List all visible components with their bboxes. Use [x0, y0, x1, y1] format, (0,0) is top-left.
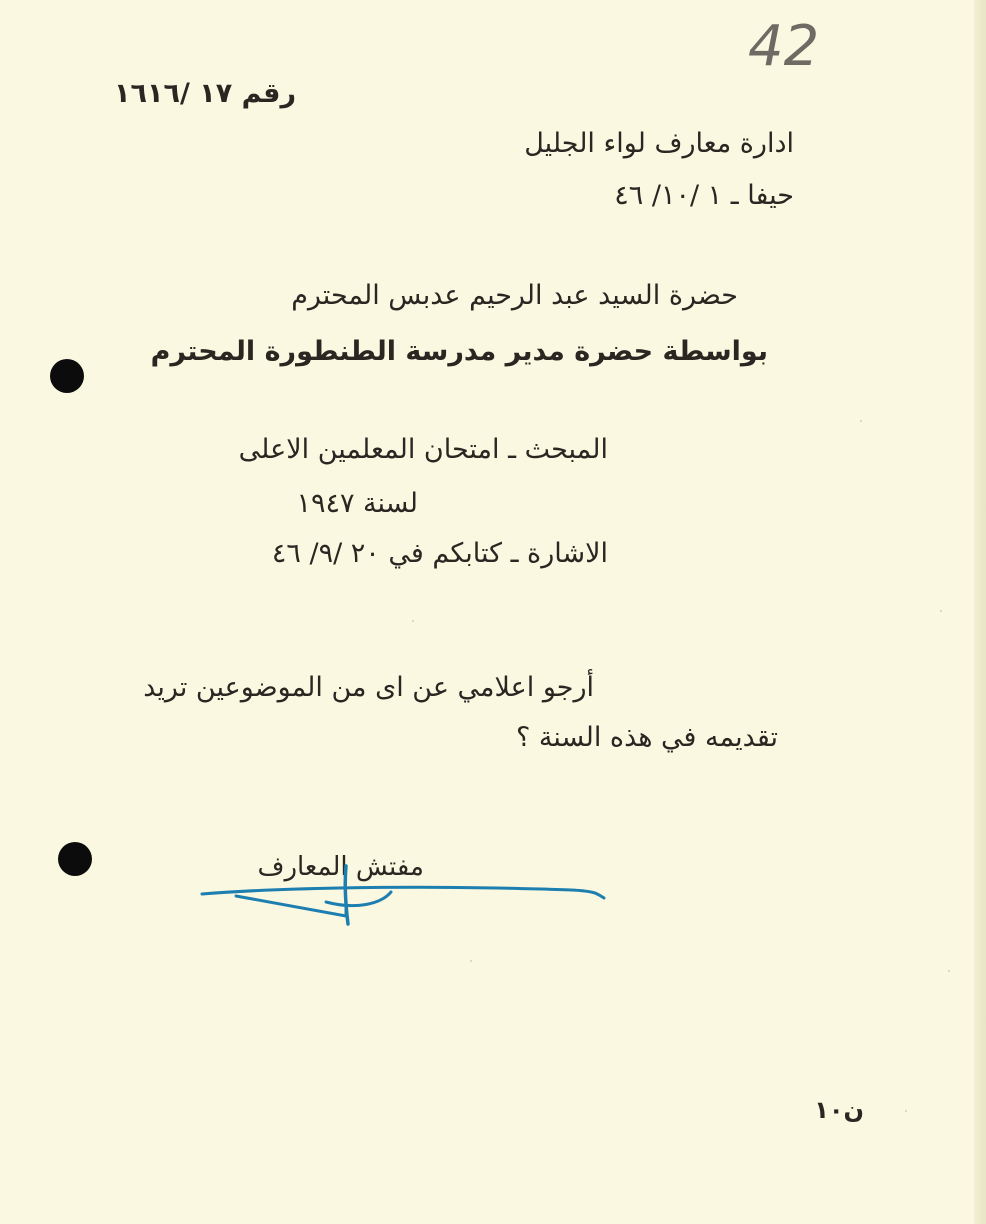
paper-speck — [948, 970, 950, 972]
punch-hole-bottom — [58, 842, 92, 876]
paper-speck — [860, 420, 862, 422]
handwritten-signature — [196, 858, 616, 938]
page-number: 42 — [748, 14, 820, 79]
subject-line: المبحث ـ امتحان المعلمين الاعلى — [238, 434, 608, 465]
punch-hole-top — [50, 359, 84, 393]
paper-speck — [470, 960, 472, 962]
place-date: حيفا ـ ١ /١٠/ ٤٦ — [614, 180, 794, 211]
page-edge — [974, 0, 986, 1224]
year-line: لسنة ١٩٤٧ — [296, 488, 418, 519]
signature-title: مفتش المعارف — [257, 852, 424, 882]
paper-speck — [905, 1110, 907, 1112]
paper-speck — [412, 620, 414, 622]
body-line-1: أرجو اعلامي عن اى من الموضوعين تريد — [143, 672, 594, 703]
reference-number: رقم ١٧ /١٦١٦ — [114, 78, 296, 109]
department-name: ادارة معارف لواء الجليل — [524, 128, 794, 159]
reference-line: الاشارة ـ كتابكم في ٢٠ /٩/ ٤٦ — [271, 538, 608, 569]
paper-speck — [940, 610, 942, 612]
via-line: بواسطة حضرة مدير مدرسة الطنطورة المحترم — [150, 336, 768, 367]
body-line-2: تقديمه في هذه السنة ؟ — [515, 722, 778, 753]
addressee: حضرة السيد عبد الرحيم عدبس المحترم — [291, 280, 738, 311]
footer-code: ن١٠ — [814, 1096, 864, 1124]
